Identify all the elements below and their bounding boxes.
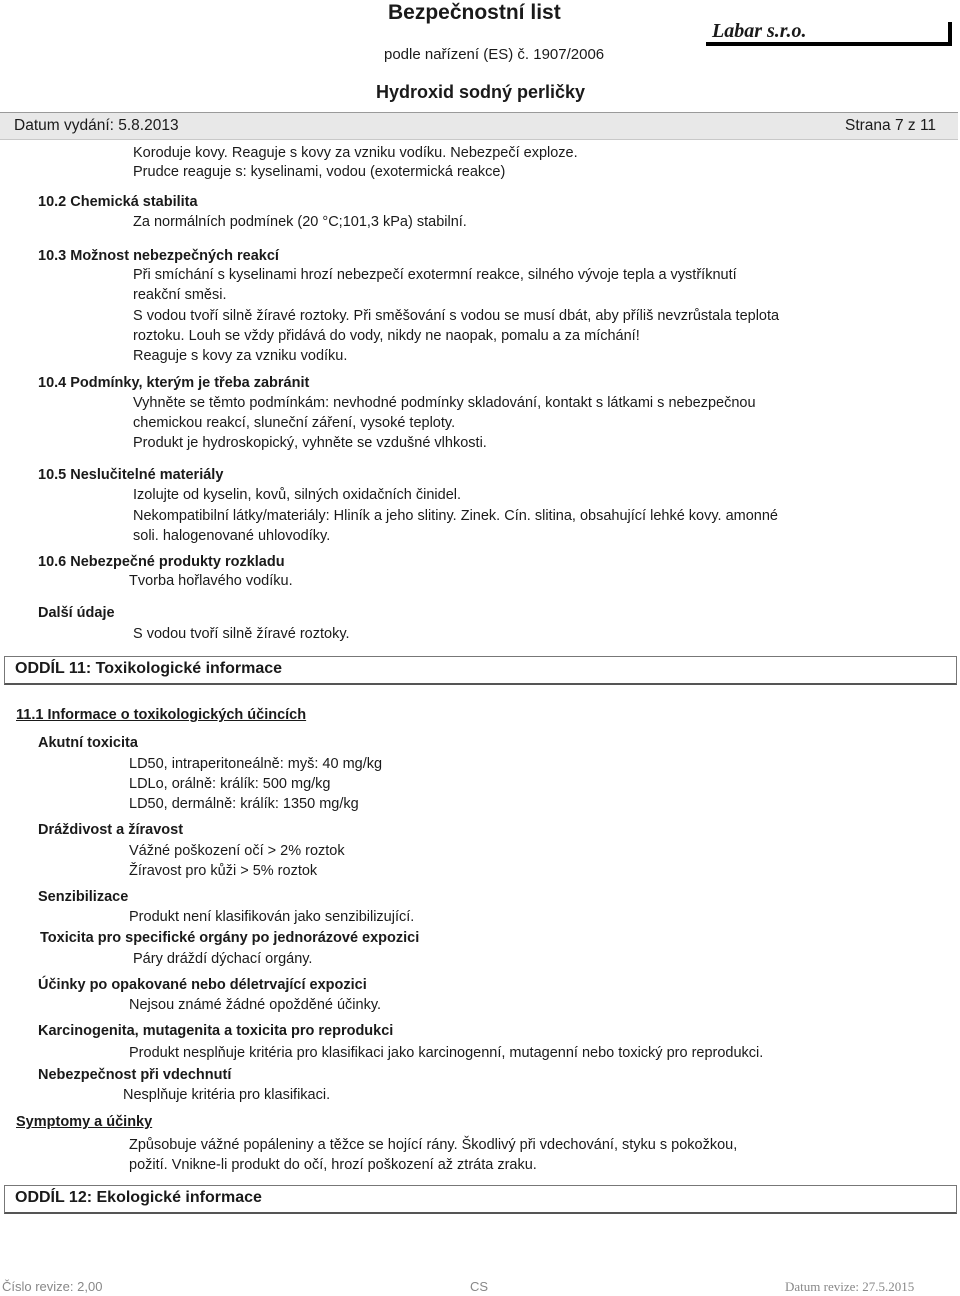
- text-line: Vyhněte se těmto podmínkám: nevhodné podmínky skladování, kontakt s látkami s nebezpečnou: [133, 395, 756, 411]
- aspiration-heading: Nebezpečnost při vdechnutí: [38, 1067, 232, 1083]
- text-line: Vážné poškození očí > 2% roztok: [129, 843, 345, 859]
- subsection-heading-10-6: 10.6 Nebezpečné produkty rozkladu: [38, 554, 285, 570]
- text-line: požití. Vnikne-li produkt do očí, hrozí poškození až ztráta zraku.: [129, 1157, 537, 1173]
- document-title: Bezpečnostní list: [388, 1, 561, 24]
- stot-single-heading: Toxicita pro specifické orgány po jednorázové expozici: [40, 930, 420, 946]
- text-line: Žíravost pro kůži > 5% roztok: [129, 863, 318, 879]
- subsection-heading-10-3: 10.3 Možnost nebezpečných reakcí: [38, 248, 279, 264]
- text-line: S vodou tvoří silně žíravé roztoky. Při směšování s vodou se musí dbát, aby příliš nevzrůstala teplota: [133, 308, 780, 324]
- sensitization-heading: Senzibilizace: [38, 889, 129, 905]
- logo-bracket: [948, 22, 952, 46]
- stot-repeated-heading: Účinky po opakované nebo déletrvající expozici: [38, 977, 367, 993]
- issue-date: Datum vydání: 5.8.2013: [14, 117, 179, 134]
- further-info-heading: Další údaje: [38, 605, 115, 621]
- subsection-heading-10-4: 10.4 Podmínky, kterým je třeba zabránit: [38, 375, 310, 391]
- text-line: LD50, intraperitoneálně: myš: 40 mg/kg: [129, 756, 383, 772]
- section-11-title: ODDÍL 11: Toxikologické informace: [15, 660, 283, 677]
- revision-number: Číslo revize: 2,00: [2, 1279, 103, 1294]
- text-line: Způsobuje vážné popáleniny a těžce se hojící rány. Škodlivý při vdechování, styku s pokožkou,: [129, 1137, 738, 1153]
- text-line: chemickou reakcí, sluneční záření, vysoké teploty.: [133, 415, 456, 431]
- text-line: Nekompatibilní látky/materiály: Hliník a jeho slitiny. Zinek. Cín. slitina, obsahující lehké kovy. amonné: [133, 508, 778, 524]
- regulation-reference: podle nařízení (ES) č. 1907/2006: [384, 46, 605, 63]
- section-12-title: ODDÍL 12: Ekologické informace: [15, 1189, 262, 1206]
- irritation-heading: Dráždivost a žíravost: [38, 822, 184, 838]
- text-line: Reaguje s kovy za vzniku vodíku.: [133, 348, 348, 364]
- text-line: Nejsou známé žádné opožděné účinky.: [129, 997, 382, 1013]
- text-line: Nesplňuje kritéria pro klasifikaci.: [123, 1087, 331, 1103]
- text-line: S vodou tvoří silně žíravé roztoky.: [133, 626, 350, 642]
- text-line: Tvorba hořlavého vodíku.: [129, 573, 293, 589]
- subsection-heading-10-2: 10.2 Chemická stabilita: [38, 194, 198, 210]
- text-line: Při smíchání s kyselinami hrozí nebezpečí exotermní reakce, silného vývoje tepla a vystříknutí: [133, 267, 737, 283]
- text-line: Prudce reaguje s: kyselinami, vodou (exotermická reakce): [133, 164, 506, 180]
- text-line: soli. halogenované uhlovodíky.: [133, 528, 331, 544]
- header-rule-bottom: [0, 139, 958, 140]
- subsection-heading-11-1: 11.1 Informace o toxikologických účincích: [16, 707, 307, 723]
- text-line: Izolujte od kyselin, kovů, silných oxidačních činidel.: [133, 487, 462, 503]
- language-code: CS: [470, 1279, 489, 1294]
- text-line: Produkt nesplňuje kritéria pro klasifikaci jako karcinogenní, mutagenní nebo toxický pro reprodukci.: [129, 1045, 764, 1061]
- text-line: LD50, dermálně: králík: 1350 mg/kg: [129, 796, 359, 812]
- text-line: Za normálních podmínek (20 °C;101,3 kPa) stabilní.: [133, 214, 467, 230]
- section-12-header: [4, 1185, 957, 1214]
- subsection-heading-10-5: 10.5 Neslučitelné materiály: [38, 467, 224, 483]
- page-number: Strana 7 z 11: [845, 117, 937, 134]
- text-line: Páry dráždí dýchací orgány.: [133, 951, 313, 967]
- acute-toxicity-heading: Akutní toxicita: [38, 735, 138, 751]
- text-line: reakční směsi.: [133, 287, 227, 303]
- text-line: Produkt není klasifikován jako senzibilizující.: [129, 909, 415, 925]
- cmr-heading: Karcinogenita, mutagenita a toxicita pro reprodukci: [38, 1023, 394, 1039]
- revision-date: Datum revize: 27.5.2015: [785, 1279, 915, 1294]
- product-name: Hydroxid sodný perličky: [376, 82, 586, 102]
- text-line: Produkt je hydroskopický, vyhněte se vzdušné vlhkosti.: [133, 435, 487, 451]
- section-11-header: [4, 656, 957, 685]
- text-line: Koroduje kovy. Reaguje s kovy za vzniku vodíku. Nebezpečí exploze.: [133, 145, 578, 161]
- company-name: Labar s.r.o.: [712, 20, 807, 42]
- text-line: roztoku. Louh se vždy přidává do vody, nikdy ne naopak, pomalu a za míchání!: [133, 328, 640, 344]
- logo-underline: [706, 42, 952, 46]
- symptoms-heading: Symptomy a účinky: [16, 1114, 153, 1130]
- text-line: LDLo, orálně: králík: 500 mg/kg: [129, 776, 331, 792]
